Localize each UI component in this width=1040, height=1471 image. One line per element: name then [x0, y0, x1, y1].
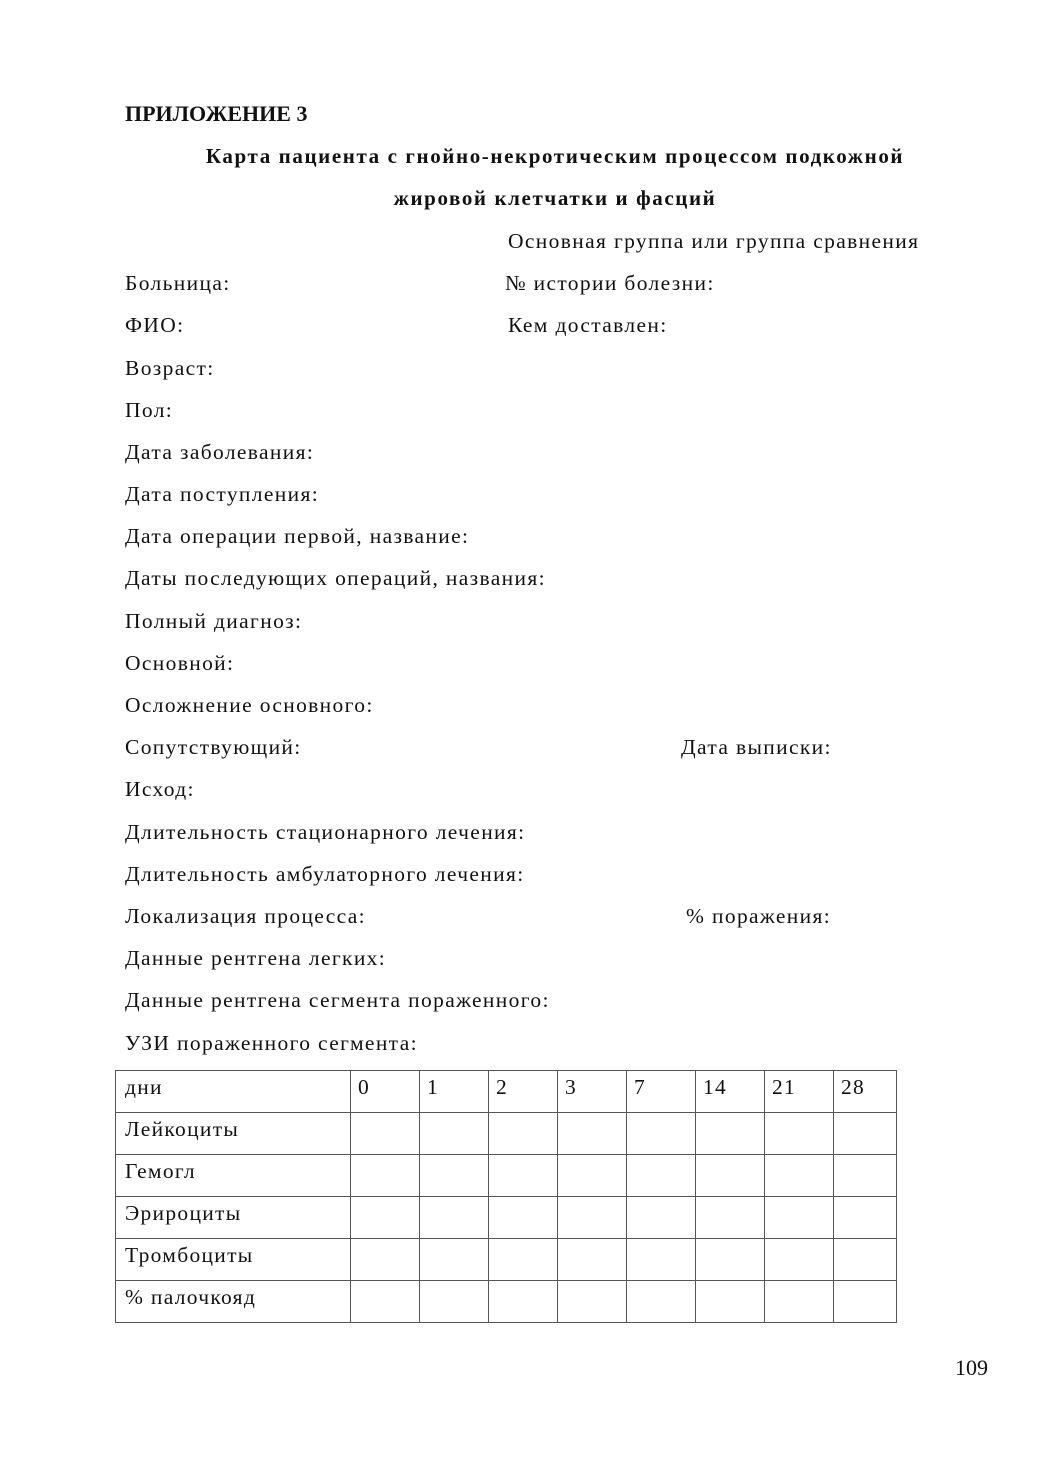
field-onset-date: Дата заболевания:	[125, 440, 315, 464]
field-subsequent-operations: Даты последующих операций, названия:	[125, 566, 546, 590]
field-outpatient-duration: Длительность амбулаторного лечения:	[125, 862, 525, 886]
table-cell	[627, 1281, 696, 1323]
row-label: Тромбоциты	[116, 1239, 351, 1281]
field-complication: Осложнение основного:	[125, 693, 374, 717]
table-cell	[351, 1281, 420, 1323]
table-cell	[696, 1281, 765, 1323]
day-header: 28	[834, 1071, 897, 1113]
table-cell	[834, 1239, 897, 1281]
page-number: 109	[955, 1355, 988, 1380]
table-header-row	[116, 1071, 897, 1113]
table-cell	[351, 1155, 420, 1197]
table-row	[116, 1197, 897, 1239]
field-outcome: Исход:	[125, 777, 195, 801]
field-history-number: № истории болезни:	[505, 271, 715, 295]
table-row	[116, 1239, 897, 1281]
table-cell	[834, 1155, 897, 1197]
field-hospital: Больница:	[125, 271, 231, 295]
table-row	[116, 1281, 897, 1323]
day-header: 1	[420, 1071, 489, 1113]
field-discharge-date: Дата выписки:	[681, 735, 832, 759]
table-cell	[834, 1281, 897, 1323]
field-full-diagnosis: Полный диагноз:	[125, 609, 303, 633]
table-cell	[489, 1155, 558, 1197]
day-header: 0	[351, 1071, 420, 1113]
table-cell	[420, 1197, 489, 1239]
lab-results-table	[115, 1070, 897, 1323]
field-delivered-by: Кем доставлен:	[508, 313, 668, 337]
table-cell	[351, 1113, 420, 1155]
field-lesion-percent: % поражения:	[686, 904, 832, 928]
field-sex: Пол:	[125, 398, 174, 422]
group-note: Основная группа или группа сравнения	[508, 229, 920, 253]
table-cell	[834, 1113, 897, 1155]
field-concomitant: Сопутствующий:	[125, 735, 302, 759]
appendix-label: ПРИЛОЖЕНИЕ 3	[125, 101, 308, 126]
table-cell	[351, 1239, 420, 1281]
table-cell	[834, 1197, 897, 1239]
row-label: Эрироциты	[116, 1197, 351, 1239]
day-header: 21	[765, 1071, 834, 1113]
table-cell	[420, 1239, 489, 1281]
table-cell	[558, 1113, 627, 1155]
table-cell	[420, 1113, 489, 1155]
field-admission-date: Дата поступления:	[125, 482, 320, 506]
field-localization: Локализация процесса:	[125, 904, 366, 928]
day-header: 3	[558, 1071, 627, 1113]
table-cell	[489, 1239, 558, 1281]
row-label: Лейкоциты	[116, 1113, 351, 1155]
table-cell	[627, 1239, 696, 1281]
table-cell	[765, 1239, 834, 1281]
table-cell	[420, 1155, 489, 1197]
table-cell	[765, 1197, 834, 1239]
day-header: 2	[489, 1071, 558, 1113]
field-first-operation: Дата операции первой, название:	[125, 524, 470, 548]
field-segment-xray: Данные рентгена сегмента пораженного:	[125, 988, 550, 1012]
field-lung-xray: Данные рентгена легких:	[125, 946, 387, 970]
table-cell	[351, 1197, 420, 1239]
day-header: 7	[627, 1071, 696, 1113]
row-label: Гемогл	[116, 1155, 351, 1197]
table-cell	[627, 1113, 696, 1155]
table-cell	[489, 1281, 558, 1323]
table-cell	[696, 1197, 765, 1239]
table-cell	[558, 1281, 627, 1323]
header-days-label: дни	[116, 1071, 351, 1113]
table-cell	[489, 1197, 558, 1239]
day-header: 14	[696, 1071, 765, 1113]
table-row	[116, 1155, 897, 1197]
table-cell	[696, 1155, 765, 1197]
field-fio: ФИО:	[125, 313, 185, 337]
table-cell	[696, 1113, 765, 1155]
table-cell	[765, 1113, 834, 1155]
table-cell	[558, 1239, 627, 1281]
form-title-line-2: жировой клетчатки и фасций	[393, 186, 717, 210]
field-inpatient-duration: Длительность стационарного лечения:	[125, 820, 526, 844]
table-cell	[765, 1281, 834, 1323]
table-cell	[558, 1155, 627, 1197]
field-age: Возраст:	[125, 356, 215, 380]
table-cell	[558, 1197, 627, 1239]
field-ultrasound: УЗИ пораженного сегмента:	[125, 1031, 418, 1055]
table-cell	[420, 1281, 489, 1323]
row-label: % палочкояд	[116, 1281, 351, 1323]
table-cell	[627, 1197, 696, 1239]
table-cell	[765, 1155, 834, 1197]
table-cell	[627, 1155, 696, 1197]
field-main-diagnosis: Основной:	[125, 651, 235, 675]
table-cell	[696, 1239, 765, 1281]
table-row	[116, 1113, 897, 1155]
table-cell	[489, 1113, 558, 1155]
form-title-line-1: Карта пациента с гнойно-некротическим процессом подкожной	[205, 144, 905, 168]
